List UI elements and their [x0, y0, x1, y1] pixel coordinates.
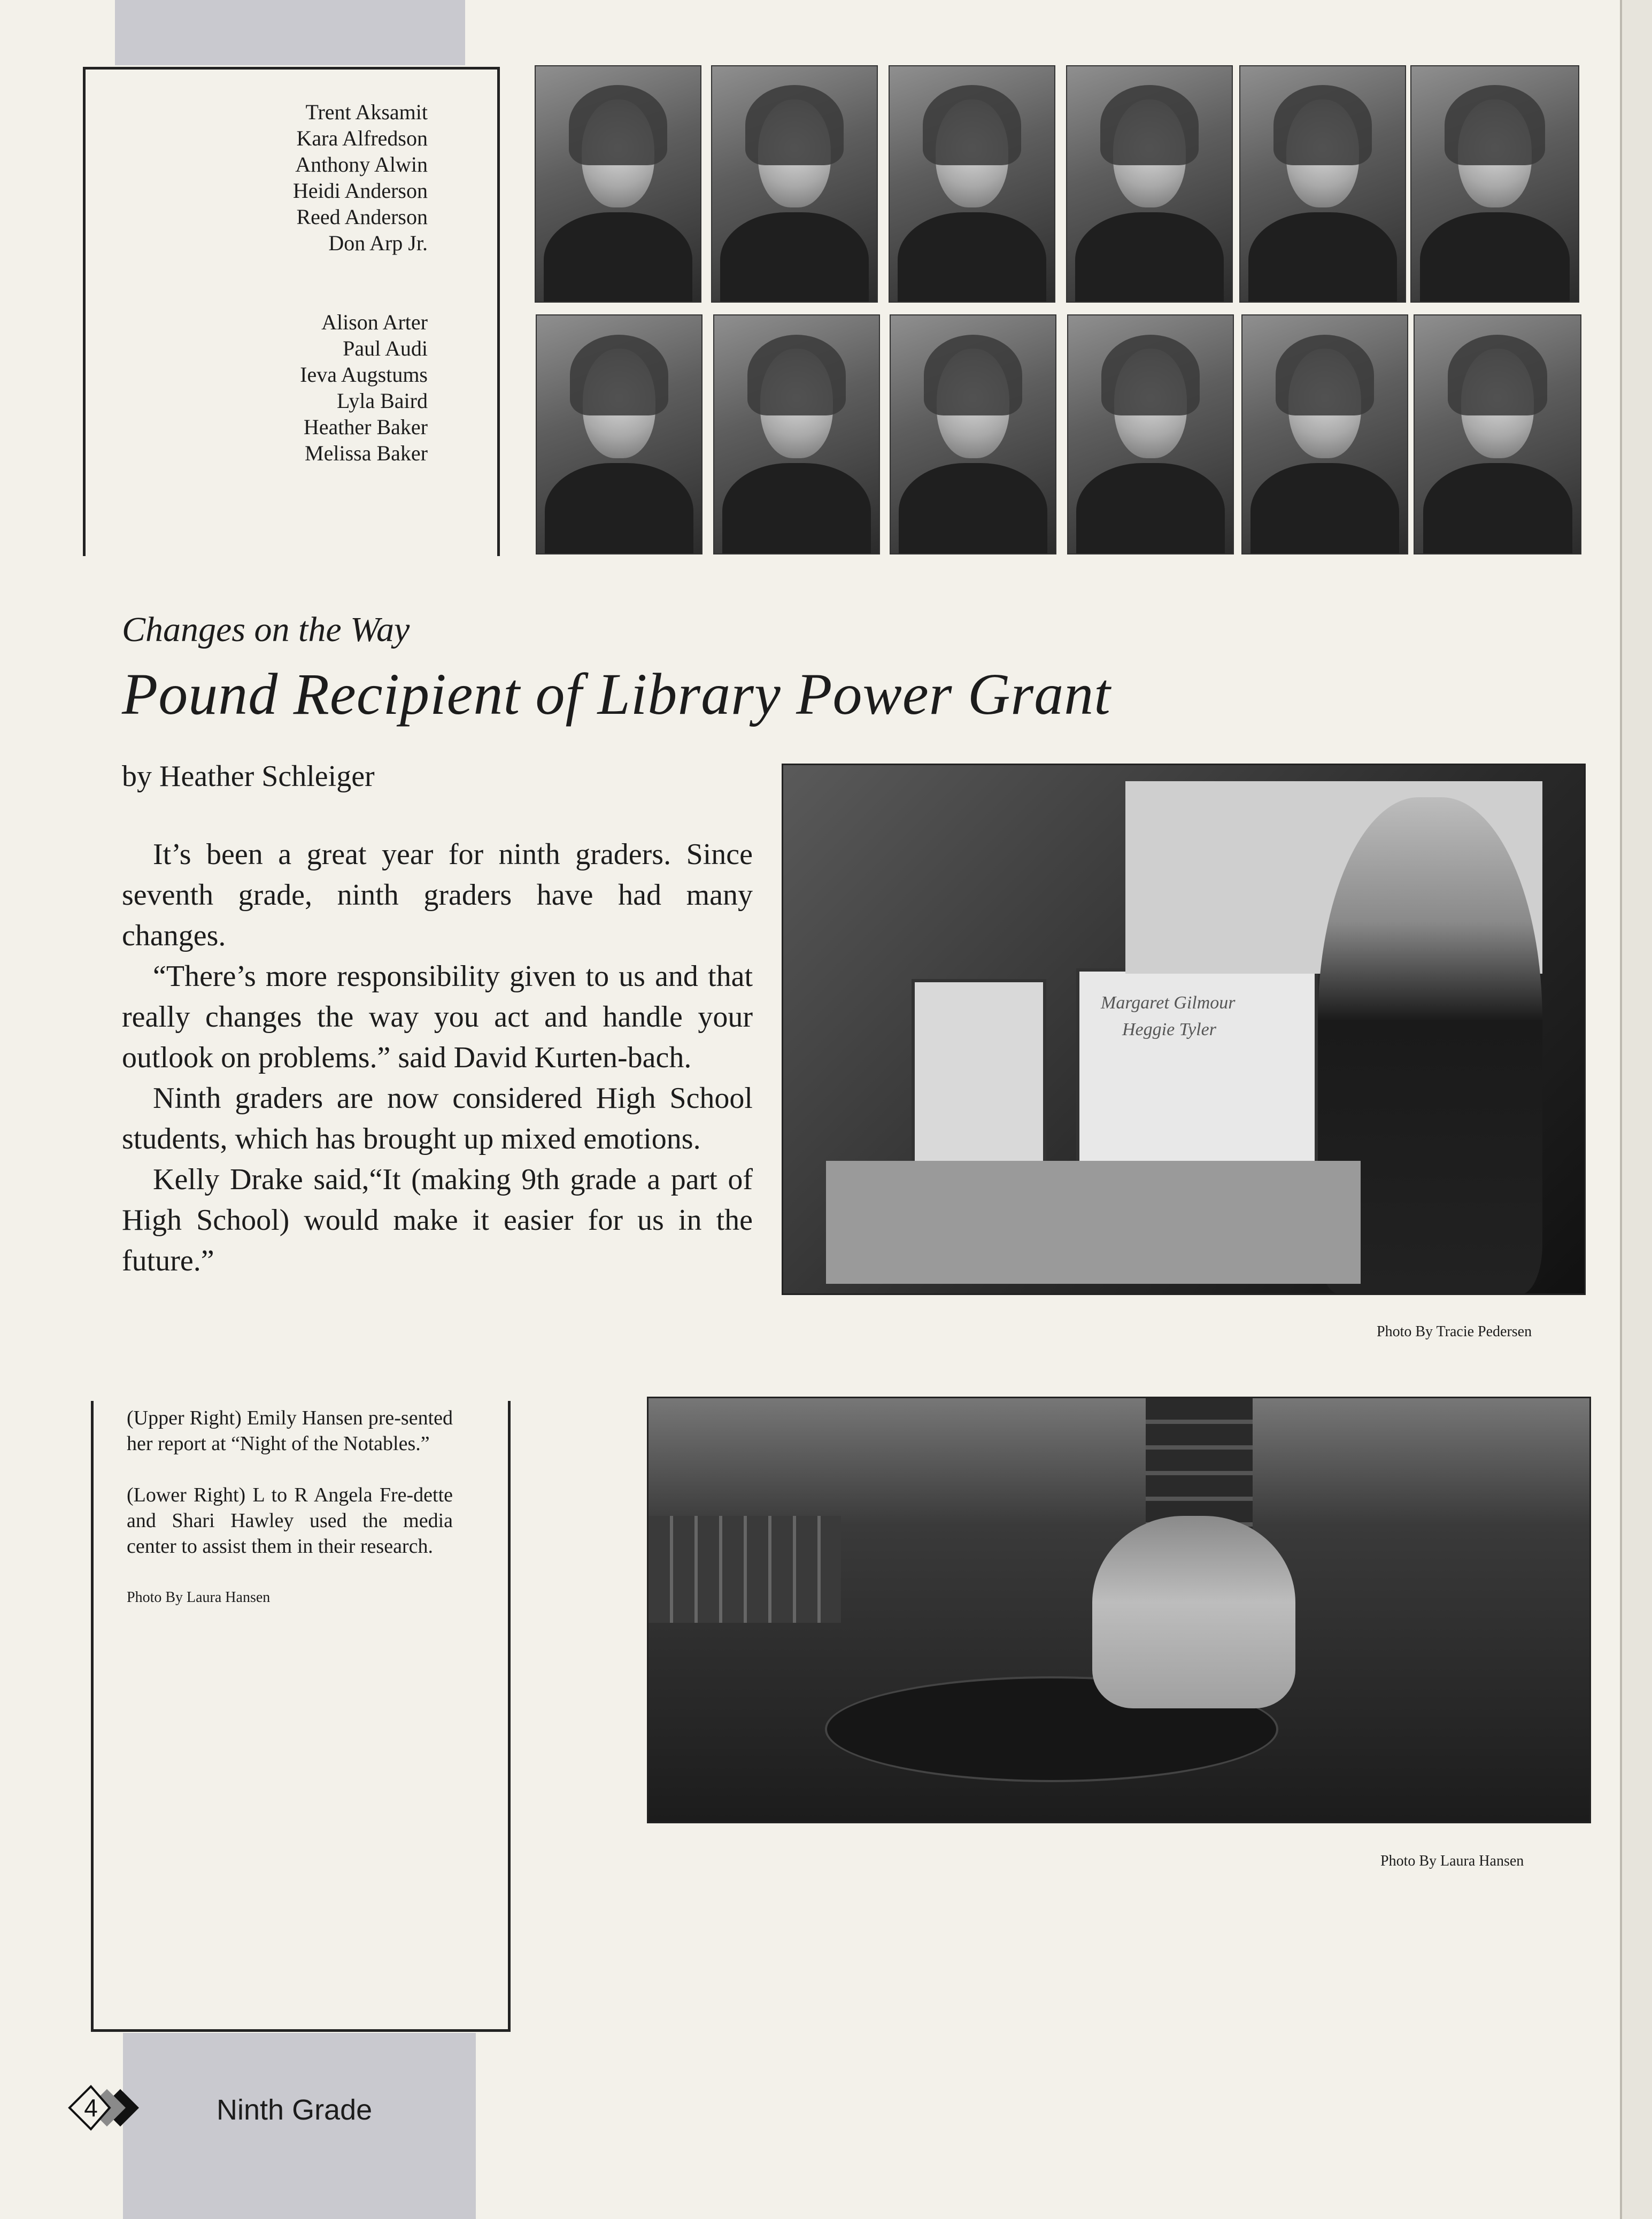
caption-upper: (Upper Right) Emily Hansen pre-sented her report at “Night of the Notables.” — [127, 1407, 453, 1455]
upper-photo-credit: Photo By Tracie Pedersen — [1377, 1323, 1532, 1340]
name-entry: Trent Aksamit — [305, 100, 428, 124]
portrait-photo — [1414, 314, 1581, 554]
name-entry: Melissa Baker — [305, 441, 428, 465]
section-footer: Ninth Grade — [217, 2094, 373, 2126]
lower-photo — [647, 1397, 1591, 1823]
lower-photo-credit: Photo By Laura Hansen — [1380, 1853, 1524, 1869]
name-entry: Heidi Anderson — [292, 179, 428, 203]
caption-credit: Photo By Laura Hansen — [127, 1589, 271, 1606]
captions — [127, 1405, 453, 1636]
name-entry: Reed Anderson — [296, 205, 428, 229]
article-body — [122, 834, 753, 1281]
student-left — [862, 1527, 1044, 1719]
poster-text: Margaret Gilmour — [1101, 993, 1236, 1013]
portrait-photo — [1066, 65, 1233, 303]
portrait-photo — [889, 65, 1055, 303]
board-panel — [912, 979, 1046, 1178]
article-paragraph: Kelly Drake said,“It (making 9th grade a part of High School) would make it easier for us in the future.” — [122, 1163, 753, 1277]
name-entry: Alison Arter — [321, 310, 428, 334]
display-board — [1076, 968, 1318, 1167]
article-paragraph: Ninth graders are now considered High School students, which has brought up mixed emotions. — [122, 1082, 753, 1155]
student-right — [1092, 1516, 1295, 1708]
upper-photo — [782, 764, 1586, 1295]
name-entry: Don Arp Jr. — [328, 231, 428, 255]
portrait-photo — [1410, 65, 1579, 303]
name-entry: Ieva Augstums — [300, 363, 428, 387]
page-edge — [1620, 0, 1652, 2219]
portrait-photo — [1239, 65, 1406, 303]
headline: Pound Recipient of Library Power Grant — [122, 661, 1111, 727]
portrait-photo — [713, 314, 880, 554]
section-label: Changes on the Way — [122, 610, 410, 649]
poster-text: Heggie Tyler — [1122, 1020, 1216, 1039]
page-number: 4 — [84, 2094, 98, 2122]
names-box — [83, 67, 500, 556]
names-group-1 — [293, 99, 428, 256]
portrait-photo — [1241, 314, 1408, 554]
byline: by Heather Schleiger — [122, 760, 375, 793]
portrait-photo — [536, 314, 703, 554]
article-paragraph: “There’s more responsibility given to us and that really changes the way you act and handle your outlook on problems.” said David Kurten-bach. — [122, 960, 753, 1074]
portrait-photo — [535, 65, 701, 303]
card-catalog — [649, 1516, 841, 1623]
name-entry: Lyla Baird — [337, 389, 428, 413]
portrait-photo — [890, 314, 1056, 554]
page-number-badge — [64, 2070, 144, 2151]
portrait-photo — [711, 65, 878, 303]
caption-box — [91, 1401, 511, 2032]
table-surface — [826, 1161, 1361, 1284]
name-entry: Heather Baker — [303, 415, 428, 439]
portrait-photo — [1067, 314, 1234, 554]
name-entry: Anthony Alwin — [295, 152, 428, 176]
caption-lower: (Lower Right) L to R Angela Fre-dette and Shari Hawley used the media center to assist them in their research. — [127, 1484, 453, 1558]
article-paragraph: It’s been a great year for ninth graders. Since seventh grade, ninth graders have had many changes. — [122, 838, 753, 952]
name-entry: Paul Audi — [343, 336, 428, 360]
name-entry: Kara Alfredson — [296, 126, 428, 150]
top-gray-band — [115, 0, 465, 65]
names-group-2 — [300, 309, 428, 466]
